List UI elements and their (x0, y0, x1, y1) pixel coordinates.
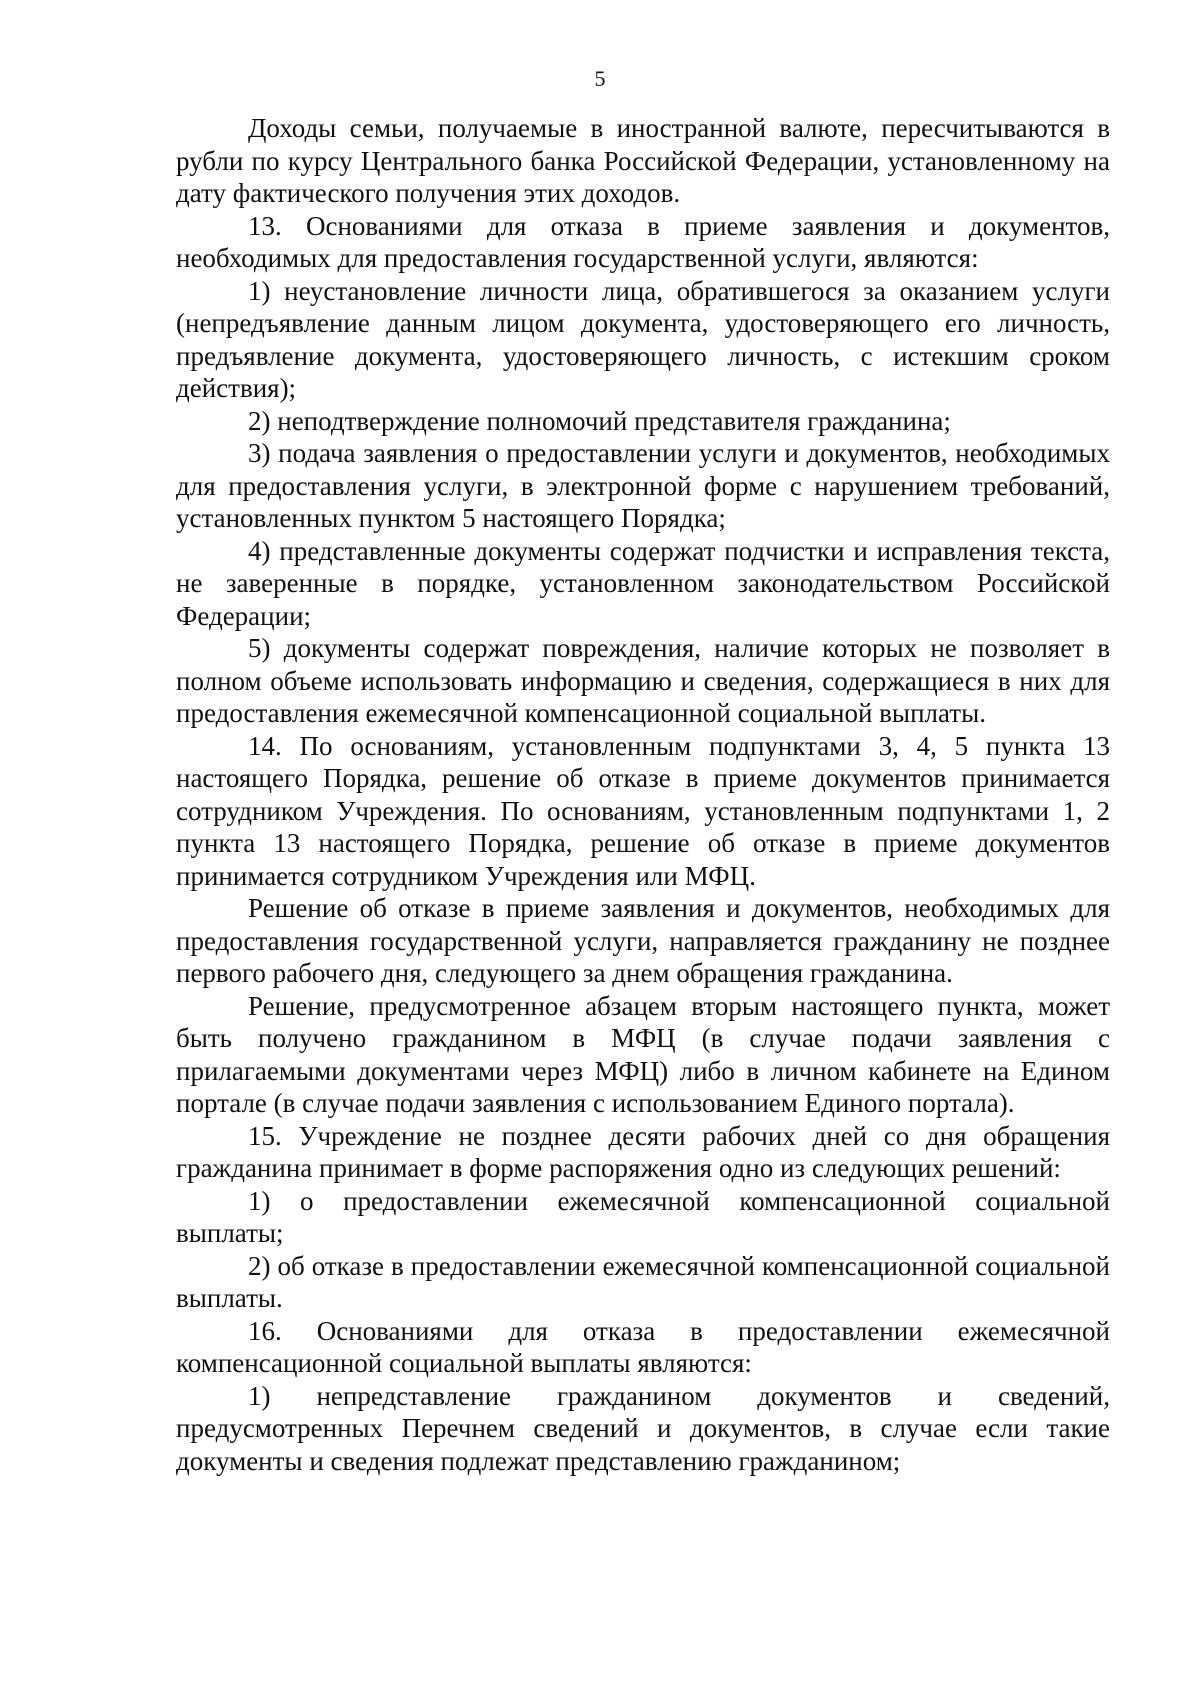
paragraph-16-item-1: 1) непредставление гражданином документов и сведений, предусмотренных Перечнем сведений и документов, в случае если такие документы и сведения подлежат представлению гражданином; (176, 1380, 1110, 1476)
paragraph-13-refusal-grounds: 13. Основаниями для отказа в приеме заявления и документов, необходимых для предоставления государственной услуги, являются: (176, 210, 1110, 273)
paragraph-13-item-2: 2) неподтверждение полномочий представителя гражданина; (248, 405, 951, 436)
paragraph-13-item-5: 5) документы содержат повреждения, наличие которых не позволяет в полном объеме использовать информацию и сведения, содержащиеся в них для предоставления ежемесячной компенсационной социальной выплаты. (176, 633, 1110, 728)
paragraph-16: 16. Основаниями для отказа в предоставлении ежемесячной компенсационной социальной выплаты являются: (176, 1315, 1110, 1378)
document-body (176, 112, 1110, 1477)
paragraph-13-item-3: 3) подача заявления о предоставлении услуги и документов, необходимых для предоставления услуги, в электронной форме с нарушением требований, установленных пунктом 5 настоящего Порядка; (176, 438, 1110, 533)
paragraph-foreign-currency-income: Доходы семьи, получаемые в иностранной валюте, пересчитываются в рубли по курсу Центрального банка Российской Федерации, установленному на дату фактического получения этих доходов. (176, 113, 1110, 208)
paragraph-13-item-4: 4) представленные документы содержат подчистки и исправления текста, не заверенные в порядке, установленном законодательством Российской Федерации; (176, 535, 1110, 631)
paragraph-15-item-2: 2) об отказе в предоставлении ежемесячной компенсационной социальной выплаты. (176, 1250, 1110, 1313)
paragraph-13-item-1: 1) неустановление личности лица, обратившегося за оказанием услуги (непредъявление данным лицом документа, удостоверяющего его личность, предъявление документа, удостоверяющего личность, с истекшим сроком действия); (176, 275, 1110, 403)
paragraph-14-refusal-notice: Решение об отказе в приеме заявления и документов, необходимых для предоставления государственной услуги, направляется гражданину не позднее первого рабочего дня, следующего за днем обращения гражданина. (176, 893, 1110, 988)
page-number: 5 (594, 66, 606, 91)
paragraph-14: 14. По основаниям, установленным подпунктами 3, 4, 5 пункта 13 настоящего Порядка, решение об отказе в приеме документов принимается сотрудником Учреждения. По основаниям, установленным подпунктами 1, 2 пункта 13 настоящего Порядка, решение об отказе в приеме документов принимается сотрудником Учреждения или МФЦ. (176, 730, 1110, 891)
paragraph-15-item-1: 1) о предоставлении ежемесячной компенсационной социальной выплаты; (176, 1185, 1110, 1248)
paragraph-15: 15. Учреждение не позднее десяти рабочих дней со дня обращения гражданина принимает в форме распоряжения одно из следующих решений: (176, 1120, 1110, 1183)
paragraph-14-decision-delivery: Решение, предусмотренное абзацем вторым настоящего пункта, может быть получено гражданином в МФЦ (в случае подачи заявления с прилагаемыми документами через МФЦ) либо в личном кабинете на Едином портале (в случае подачи заявления с использованием Единого портала). (176, 990, 1110, 1118)
